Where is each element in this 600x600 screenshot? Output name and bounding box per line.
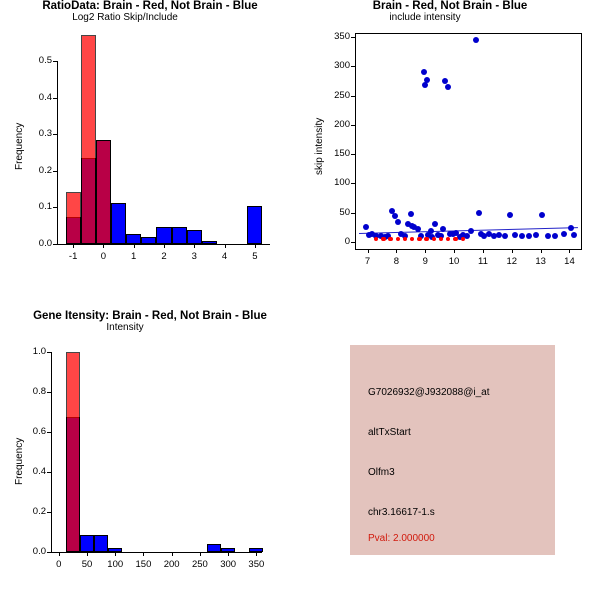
y-tick-mark (47, 512, 52, 513)
panel-gene-ylabel: Frequency (14, 437, 25, 485)
panel-gene-intensity-histogram (0, 310, 300, 600)
scatter-point (388, 237, 392, 241)
x-tick-mark (454, 249, 455, 253)
y-tick-mark (351, 154, 356, 155)
x-tick-mark (425, 249, 426, 253)
x-tick-label: 11 (477, 256, 488, 267)
y-tick-label: 300 (334, 60, 350, 72)
x-tick-label: 1 (131, 251, 137, 262)
x-tick-label: 2 (161, 251, 167, 262)
panel-ratio-histogram (0, 0, 300, 290)
x-tick-label: 150 (135, 559, 152, 570)
x-tick-mark (172, 552, 173, 556)
x-tick-mark (483, 249, 484, 253)
histogram-bar (202, 241, 217, 244)
y-tick-mark (53, 207, 58, 208)
scatter-point (363, 224, 369, 230)
x-tick-label: 300 (220, 559, 237, 570)
x-tick-label: 4 (221, 251, 228, 262)
y-tick-label: 0.6 (32, 426, 46, 437)
x-tick-label: 0 (100, 251, 107, 262)
histogram-bar (96, 140, 111, 244)
histogram-bar (221, 548, 235, 552)
x-tick-mark (368, 249, 369, 253)
x-tick-label: 7 (364, 256, 371, 267)
x-tick-label: 10 (448, 256, 460, 267)
scatter-point (408, 211, 414, 217)
x-tick-mark (143, 552, 144, 556)
x-tick-mark (194, 244, 195, 248)
y-tick-label: 250 (334, 89, 350, 101)
y-tick-label: 200 (334, 118, 350, 130)
histogram-bar (111, 203, 126, 244)
x-tick-label: 50 (81, 559, 93, 570)
x-tick-mark (256, 552, 257, 556)
x-tick-label: 350 (248, 559, 265, 570)
y-tick-mark (47, 472, 52, 473)
scatter-point (440, 226, 446, 232)
y-tick-label: 350 (334, 30, 350, 42)
scatter-point (395, 219, 401, 225)
y-tick-label: 0.4 (38, 91, 52, 103)
y-tick-mark (53, 171, 58, 172)
panel-scatter (300, 0, 600, 290)
y-tick-mark (53, 244, 58, 245)
y-tick-label: 0.0 (32, 546, 46, 557)
scatter-point (461, 237, 465, 241)
y-tick-mark (47, 352, 52, 353)
x-tick-label: 8 (393, 256, 400, 267)
y-tick-label: 150 (334, 148, 350, 160)
scatter-point (453, 237, 457, 241)
scatter-point (417, 237, 421, 241)
x-tick-label: 9 (422, 256, 428, 267)
x-tick-mark (228, 552, 229, 556)
histogram-bar (81, 35, 96, 244)
x-tick-label: 200 (163, 559, 180, 570)
x-tick-label: 5 (252, 251, 258, 262)
y-tick-mark (47, 392, 52, 393)
panel-scatter-plot (334, 30, 581, 267)
panel-gene-xlabel: Intensity (106, 322, 144, 333)
x-tick-mark (134, 244, 135, 248)
x-tick-mark (103, 244, 104, 248)
x-axis-line (52, 552, 262, 553)
panel-ratio-xlabel: Log2 Ratio Skip/Include (72, 12, 178, 23)
x-tick-label: 250 (191, 559, 208, 570)
histogram-bar (108, 548, 122, 552)
y-tick-label: 1.0 (32, 346, 46, 357)
info-line-pval: Pval: 2.000000 (368, 533, 435, 544)
y-tick-mark (351, 96, 356, 97)
y-tick-mark (351, 213, 356, 214)
scatter-point (519, 233, 525, 239)
panel-scatter-xlabel: include intensity (389, 12, 461, 23)
x-tick-mark (541, 249, 542, 253)
scatter-point (424, 77, 430, 83)
scatter-point (552, 233, 558, 239)
y-tick-mark (53, 134, 58, 135)
info-line-event-type: altTxStart (368, 427, 411, 438)
scatter-point (381, 237, 385, 241)
x-tick-label: 100 (107, 559, 124, 570)
x-tick-label: -1 (68, 251, 78, 262)
y-tick-label: 0.5 (38, 55, 52, 67)
panel-gene-plot (32, 344, 265, 570)
y-tick-label: 0.1 (38, 201, 52, 213)
histogram-bar (80, 535, 94, 552)
y-tick-label: 100 (334, 177, 350, 189)
info-line-coordinate: chr3.16617-1.s (368, 507, 435, 518)
y-tick-label: 0 (344, 235, 350, 247)
scatter-point (571, 232, 577, 238)
x-tick-mark (115, 552, 116, 556)
info-line-probeset: G7026932@J932088@i_at (368, 387, 490, 398)
scatter-point (473, 37, 479, 43)
y-tick-label: 0.4 (32, 466, 46, 477)
y-tick-label: 0.0 (38, 238, 52, 249)
x-tick-label: 13 (535, 256, 546, 267)
y-tick-mark (351, 183, 356, 184)
histogram-bar (207, 544, 221, 552)
histogram-bar (187, 230, 202, 244)
y-axis-line (57, 61, 58, 244)
y-tick-mark (47, 432, 52, 433)
y-tick-mark (351, 37, 356, 38)
y-tick-label: 0.2 (32, 506, 46, 517)
x-tick-label: 3 (191, 251, 197, 262)
histogram-bar (141, 237, 156, 244)
scatter-point (496, 232, 502, 238)
x-tick-mark (225, 244, 226, 248)
x-tick-mark (164, 244, 165, 248)
scatter-point (424, 237, 428, 241)
scatter-point (512, 232, 518, 238)
x-tick-mark (569, 249, 570, 253)
histogram-bar (66, 352, 80, 552)
y-tick-mark (47, 552, 52, 553)
y-tick-mark (53, 61, 58, 62)
histogram-bar (66, 192, 81, 244)
x-tick-label: 14 (564, 256, 575, 267)
y-tick-mark (53, 98, 58, 99)
y-tick-label: 50 (339, 206, 350, 218)
y-tick-label: 0.2 (38, 164, 52, 176)
x-tick-mark (200, 552, 201, 556)
x-tick-mark (59, 552, 60, 556)
y-axis-line (51, 352, 52, 552)
histogram-bar (172, 227, 187, 244)
panel-scatter-title: Brain - Red, Not Brain - Blue (372, 0, 528, 12)
scatter-point (476, 210, 482, 216)
histogram-bar (247, 206, 262, 244)
panel-ratio-title: RatioData: Brain - Red, Not Brain - Blue (42, 0, 258, 12)
panel-ratio-plot (38, 32, 270, 262)
x-tick-mark (512, 249, 513, 253)
histogram-bar (156, 227, 171, 244)
scatter-point (568, 225, 574, 231)
scatter-point (502, 233, 508, 239)
panel-ratio-ylabel: Frequency (14, 122, 25, 170)
scatter-point (545, 233, 551, 239)
y-tick-mark (351, 242, 356, 243)
histogram-bar (94, 535, 108, 552)
y-tick-mark (351, 66, 356, 67)
y-tick-label: 0.3 (38, 128, 52, 140)
plot-frame (355, 33, 582, 250)
x-tick-mark (255, 244, 256, 248)
scatter-point (421, 69, 427, 75)
x-tick-mark (87, 552, 88, 556)
panel-gene-title: Gene Itensity: Brain - Red, Not Brain - Blue (33, 310, 267, 322)
x-tick-label: 0 (56, 559, 62, 570)
info-line-gene-symbol: Olfm3 (368, 467, 395, 478)
x-tick-label: 12 (506, 256, 518, 267)
x-tick-mark (396, 249, 397, 253)
histogram-bar (126, 234, 141, 244)
y-tick-label: 0.8 (32, 386, 46, 397)
panel-scatter-ylabel: skip intensity (314, 117, 325, 175)
histogram-bar (249, 548, 263, 552)
gene-info-panel (350, 345, 555, 555)
y-tick-mark (351, 125, 356, 126)
x-tick-mark (73, 244, 74, 248)
